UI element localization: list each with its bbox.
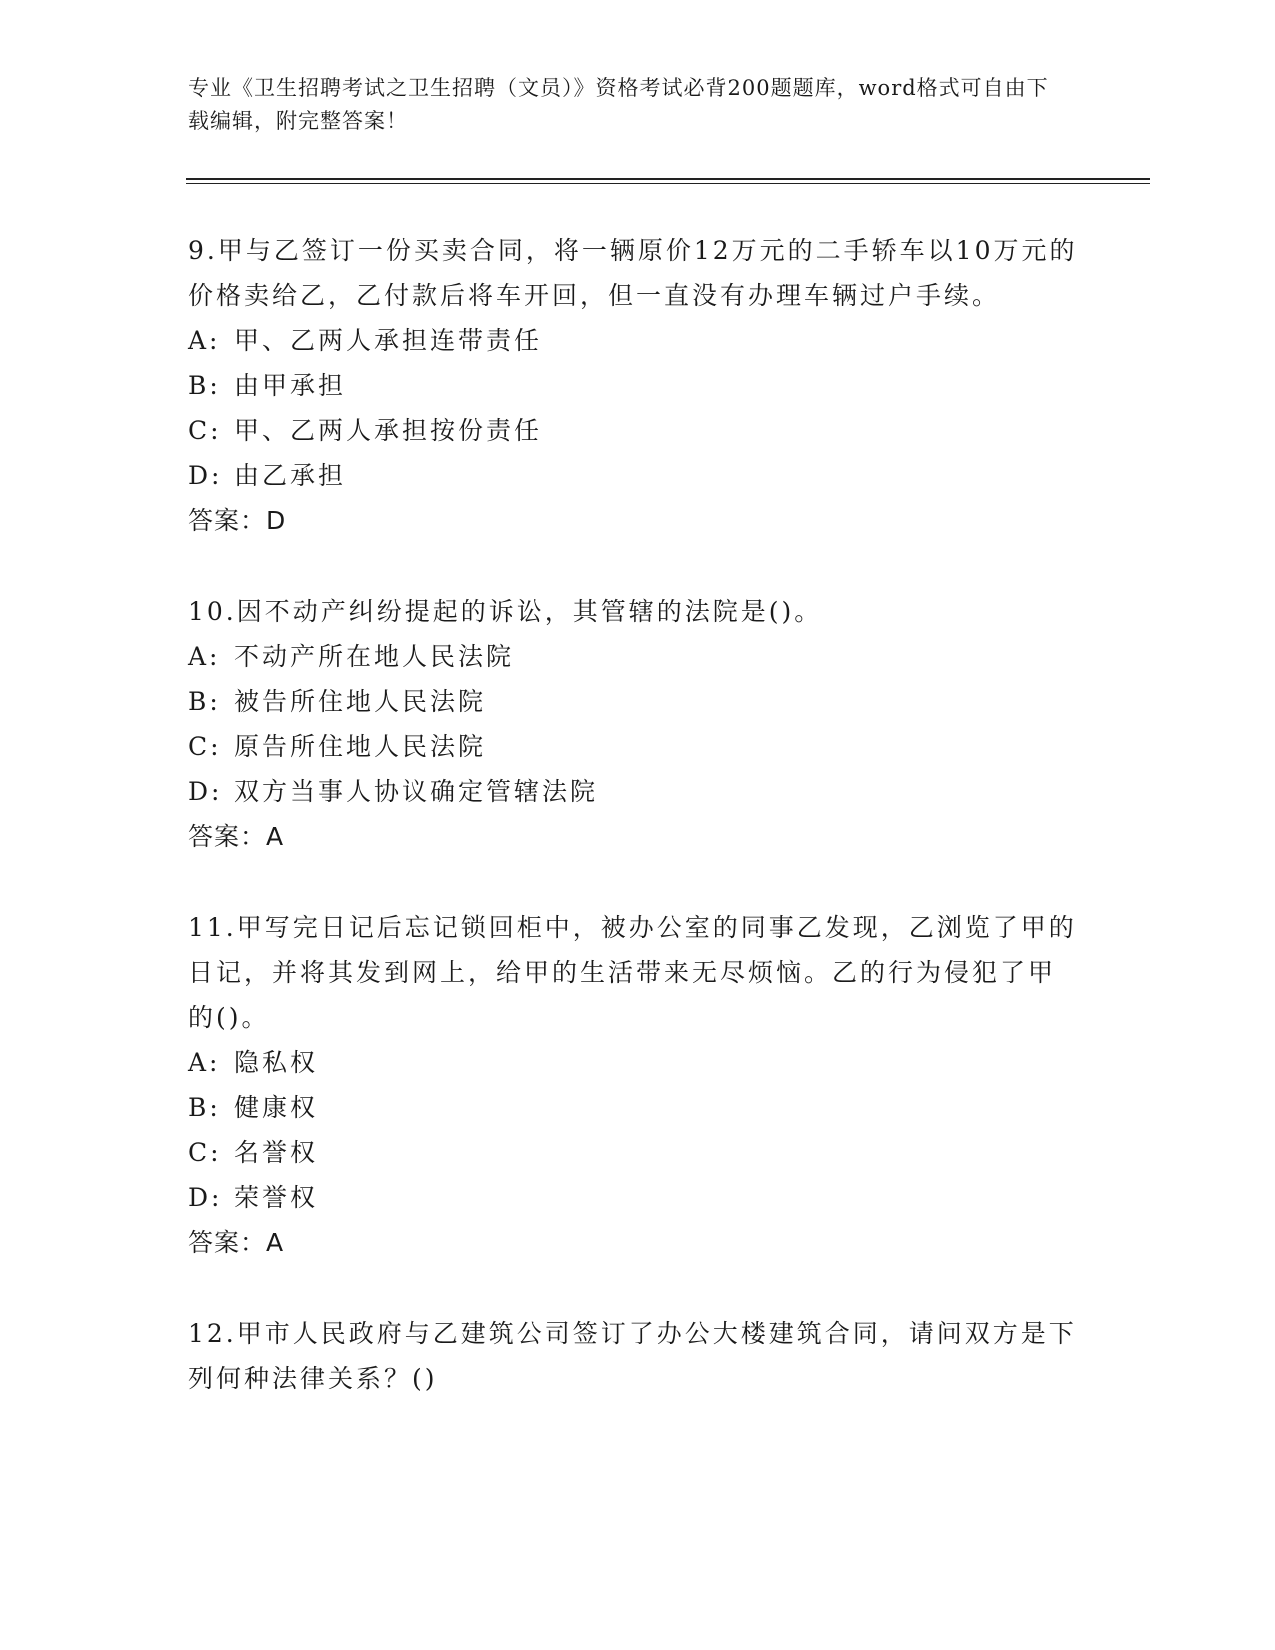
answer: 答案：A [188,822,285,851]
question-11 [188,905,1078,1265]
option-d [188,1175,1078,1220]
option-text: 由甲承担 [234,371,347,400]
option-c [188,408,1078,453]
option-letter: D: [188,777,223,806]
option-letter: A: [188,326,221,355]
option-d [188,769,1078,814]
header-rule-thin [186,183,1150,184]
document-header [188,72,1068,138]
option-b [188,679,1078,724]
option-d [188,453,1078,498]
option-text: 名誉权 [234,1138,319,1167]
option-b [188,363,1078,408]
option-letter: D: [188,461,223,490]
option-c [188,1130,1078,1175]
header-title: 专业《卫生招聘考试之卫生招聘（文员）》资格考试必背200题题库，word格式可自由下载编辑，附完整答案！ [188,76,1049,133]
option-letter: A: [188,642,221,671]
header-rule-thick [186,178,1150,180]
option-letter: C: [188,732,222,761]
option-text: 甲、乙两人承担按份责任 [234,416,543,445]
option-letter: D: [188,1183,223,1212]
question-list [188,228,1078,1447]
option-text: 被告所住地人民法院 [234,687,487,716]
option-a [188,318,1078,363]
option-text: 甲、乙两人承担连带责任 [234,326,543,355]
question-text: 12.甲市人民政府与乙建筑公司签订了办公大楼建筑合同，请问双方是下列何种法律关系？() [188,1319,1077,1393]
option-text: 隐私权 [234,1048,319,1077]
option-c [188,724,1078,769]
question-9 [188,228,1078,543]
question-12 [188,1311,1078,1401]
question-10 [188,589,1078,859]
option-text: 原告所住地人民法院 [234,732,487,761]
option-text: 不动产所在地人民法院 [234,642,515,671]
option-b [188,1085,1078,1130]
option-letter: B: [188,371,221,400]
option-text: 健康权 [234,1093,319,1122]
option-letter: C: [188,1138,222,1167]
question-text: 9.甲与乙签订一份买卖合同，将一辆原价12万元的二手轿车以10万元的价格卖给乙，乙付款后将车开回，但一直没有办理车辆过户手续。 [188,236,1078,310]
option-a [188,1040,1078,1085]
question-text: 11.甲写完日记后忘记锁回柜中，被办公室的同事乙发现，乙浏览了甲的日记，并将其发到网上，给甲的生活带来无尽烦恼。乙的行为侵犯了甲的()。 [188,913,1077,1032]
option-letter: A: [188,1048,221,1077]
option-a [188,634,1078,679]
answer: 答案：D [188,506,287,535]
option-letter: B: [188,687,221,716]
option-letter: B: [188,1093,221,1122]
option-letter: C: [188,416,222,445]
option-text: 双方当事人协议确定管辖法院 [234,777,599,806]
option-text: 由乙承担 [234,461,347,490]
answer: 答案：A [188,1228,285,1257]
option-text: 荣誉权 [234,1183,319,1212]
question-text: 10.因不动产纠纷提起的诉讼，其管辖的法院是()。 [188,597,823,626]
